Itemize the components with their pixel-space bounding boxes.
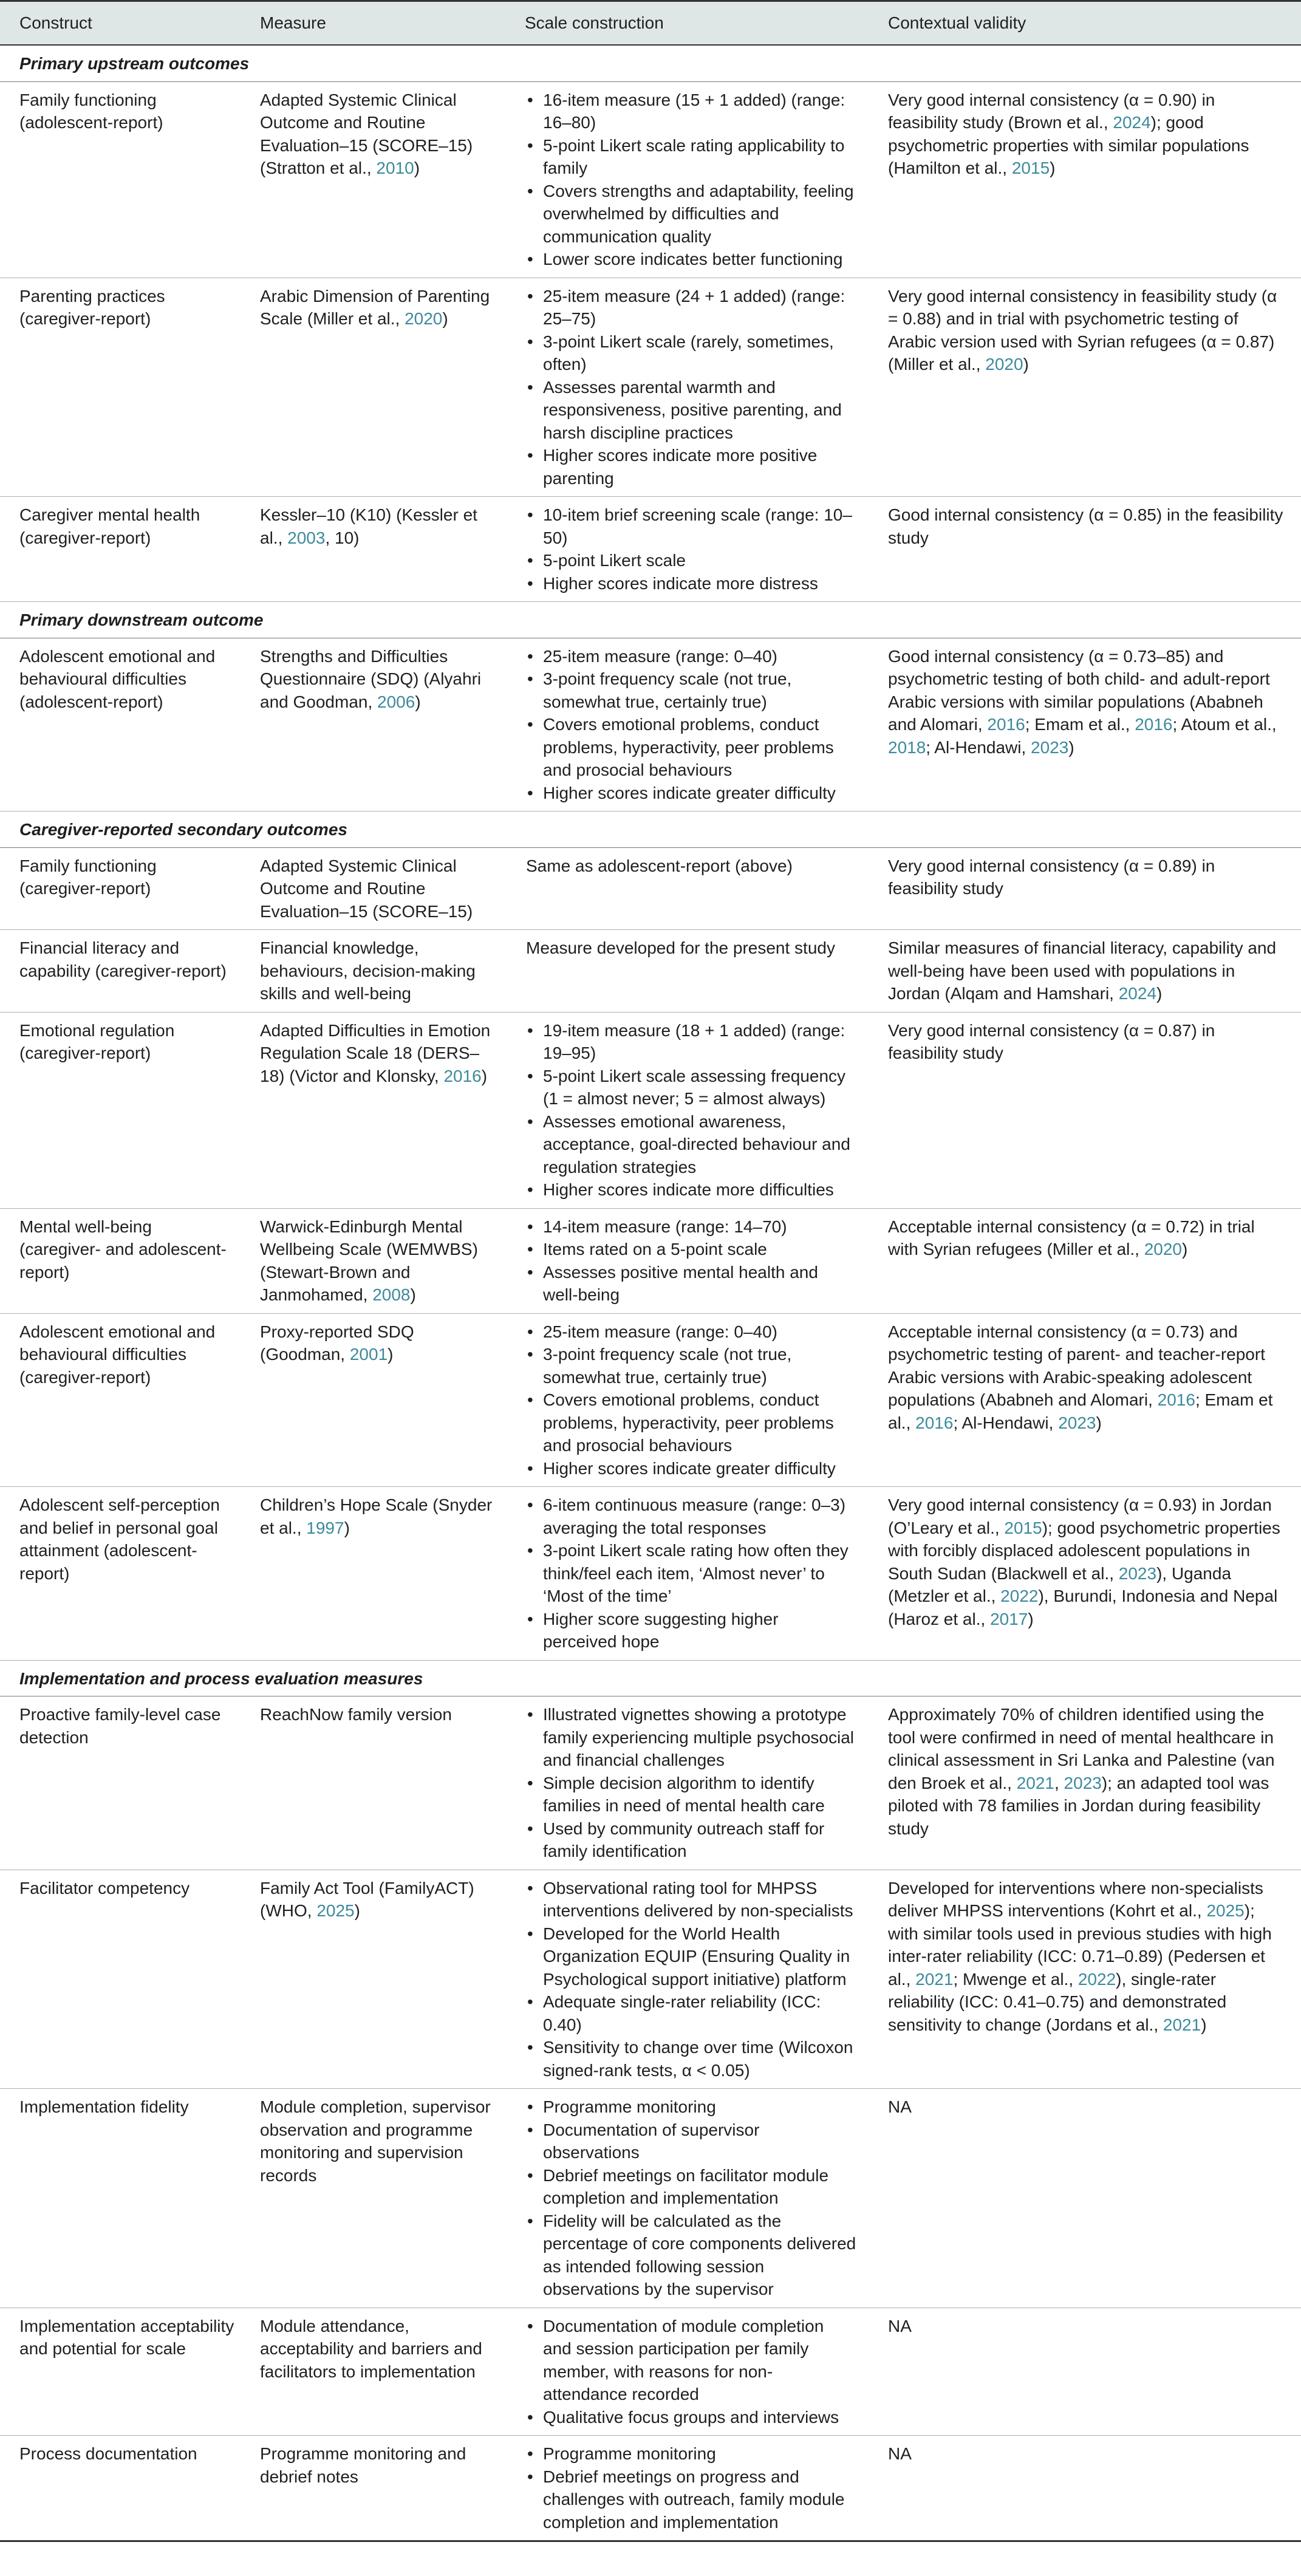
list-item: • 14-item measure (range: 14–70) [543, 1215, 856, 1238]
table-row [0, 1208, 1301, 1313]
list-item: • Assesses parental warmth and responsiveness, positive parenting, and harsh discipline practices [543, 376, 856, 445]
scale-construction-cell [505, 1208, 869, 1313]
measure-text: Kessler–10 (K10) (Kessler et al., [260, 505, 477, 547]
validity-text: ) [1068, 737, 1074, 757]
validity-citation-year: 2023 [1058, 1413, 1096, 1432]
table-row [0, 2436, 1301, 2541]
list-item: • Used by community outreach staff for family identification [543, 1817, 856, 1863]
validity-text: Good internal consistency (α = 0.85) in the feasibility study [888, 505, 1283, 547]
contextual-validity-cell [869, 1012, 1301, 1208]
measure-text: ) [388, 1345, 394, 1364]
list-item: • Documentation of module completion and session participation per family member, with reasons for non-attendance recorded [543, 2315, 856, 2406]
section-row [0, 1660, 1301, 1696]
measure-text: Adapted Difficulties in Emotion Regulation Scale 18 (DERS–18) (Victor and Klonsky, [260, 1020, 491, 1085]
list-item: • Items rated on a 5-point scale [543, 1238, 856, 1261]
table-row [0, 81, 1301, 278]
validity-text: NA [888, 2444, 912, 2463]
contextual-validity-cell [869, 1870, 1301, 2089]
validity-text: ) [1023, 355, 1029, 374]
header-contextual-validity: Contextual validity [869, 1, 1301, 46]
measure-cell [241, 2089, 505, 2308]
list-item: • 5-point Likert scale assessing frequency (1 = almost never; 5 = almost always) [543, 1065, 856, 1110]
measure-text: Family Act Tool (FamilyACT) (WHO, [260, 1878, 474, 1920]
measure-citation-year: 2016 [443, 1066, 482, 1085]
measure-cell [241, 497, 505, 602]
contextual-validity-cell [869, 1487, 1301, 1661]
list-item: • 19-item measure (18 + 1 added) (range: 19–95) [543, 1019, 856, 1065]
list-item: • Higher scores indicate greater difficulty [543, 1457, 856, 1480]
validity-text: NA [888, 2097, 912, 2116]
validity-text: ); with similar tools used in previous studies with high inter-rater reliability (ICC: 0.71–0.89) (Pedersen et al., [888, 1901, 1272, 1989]
list-item: • Covers emotional problems, conduct problems, hyperactivity, peer problems and prosocial behaviours [543, 1389, 856, 1457]
construct-cell: Parenting practices (caregiver-report) [0, 278, 241, 497]
measure-text: Module completion, supervisor observation and programme monitoring and supervision records [260, 2097, 491, 2185]
list-item: • 25-item measure (range: 0–40) [543, 1320, 856, 1344]
scale-list [526, 504, 856, 595]
validity-citation-year: 2020 [1144, 1240, 1183, 1259]
validity-citation-year: 2016 [987, 715, 1025, 734]
contextual-validity-cell [869, 2089, 1301, 2308]
list-item: • Illustrated vignettes showing a prototype family experiencing multiple psychosocial and financial challenges [543, 1703, 856, 1772]
scale-construction-cell [505, 497, 869, 602]
scale-list [526, 1320, 856, 1480]
validity-text: ), single-rater reliability (ICC: 0.41–0.75) and demonstrated sensitivity to change (Jordans et al., [888, 1969, 1227, 2034]
construct-cell: Emotional regulation (caregiver-report) [0, 1012, 241, 1208]
contextual-validity-cell [869, 930, 1301, 1013]
validity-text: ; Emam et al., [888, 1390, 1273, 1432]
scale-construction-cell [505, 2436, 869, 2541]
construct-cell: Family functioning (caregiver-report) [0, 847, 241, 930]
contextual-validity-cell [869, 1313, 1301, 1487]
section-title: Primary downstream outcome [0, 602, 1301, 638]
list-item: • Observational rating tool for MHPSS interventions delivered by non-specialists [543, 1877, 856, 1922]
scale-list [526, 89, 856, 271]
scale-construction-cell [505, 2089, 869, 2308]
scale-construction-cell [505, 1487, 869, 1661]
list-item: • 16-item measure (15 + 1 added) (range: 16–80) [543, 89, 856, 134]
list-item: • 5-point Likert scale rating applicability to family [543, 134, 856, 180]
header-row [0, 1, 1301, 46]
contextual-validity-cell [869, 81, 1301, 278]
validity-citation-year: 2015 [1011, 159, 1050, 177]
scale-list [526, 1019, 856, 1201]
validity-citation-year: 2015 [1004, 1518, 1042, 1537]
list-item: • Higher scores indicate greater difficulty [543, 782, 856, 805]
validity-citation-year: 2021 [915, 1969, 954, 1989]
list-item: • Covers emotional problems, conduct problems, hyperactivity, peer problems and prosocial behaviours [543, 713, 856, 782]
measure-text: ) [354, 1901, 360, 1920]
measure-cell [241, 1487, 505, 1661]
list-item: • Sensitivity to change over time (Wilcoxon signed-rank tests, α < 0.05) [543, 2036, 856, 2082]
validity-text: ; Emam et al., [1025, 715, 1135, 734]
measure-cell [241, 847, 505, 930]
measure-text: Children’s Hope Scale (Snyder et al., [260, 1495, 493, 1537]
header-measure: Measure [241, 1, 505, 46]
validity-text: Very good internal consistency (α = 0.87) in feasibility study [888, 1020, 1215, 1062]
measure-text: Module attendance, acceptability and barriers and facilitators to implementation [260, 2316, 482, 2381]
validity-text: ) [1050, 159, 1056, 177]
scale-list [526, 2096, 856, 2301]
table-row [0, 278, 1301, 497]
construct-cell: Adolescent emotional and behavioural difficulties (adolescent-report) [0, 638, 241, 811]
validity-citation-year: 2022 [1000, 1587, 1039, 1605]
validity-text: ), Uganda (Metzler et al., [888, 1563, 1232, 1605]
construct-cell: Implementation fidelity [0, 2089, 241, 2308]
measure-citation-year: 2008 [372, 1285, 411, 1304]
validity-citation-year: 2024 [1118, 984, 1157, 1003]
validity-text: Acceptable internal consistency (α = 0.73) and psychometric testing of parent- and teacher-report Arabic versions with Arabic-speaking adolescent populations (Ababneh and Alomari, [888, 1322, 1265, 1409]
validity-citation-year: 2021 [1016, 1773, 1054, 1792]
validity-text: Developed for interventions where non-specialists deliver MHPSS interventions (Kohrt et al., [888, 1878, 1263, 1920]
validity-text: NA [888, 2316, 912, 2335]
construct-cell: Financial literacy and capability (caregiver-report) [0, 930, 241, 1013]
measure-text: Arabic Dimension of Parenting Scale (Miller et al., [260, 286, 490, 328]
validity-text: Very good internal consistency (α = 0.90) in feasibility study (Brown et al., [888, 90, 1215, 132]
validity-text: ; Al-Hendawi, [926, 737, 1031, 757]
list-item: • 10-item brief screening scale (range: 10–50) [543, 504, 856, 549]
contextual-validity-cell [869, 278, 1301, 497]
list-item: • Higher scores indicate more difficulties [543, 1178, 856, 1201]
measure-text: ) [442, 309, 448, 328]
validity-text: Acceptable internal consistency (α = 0.72) in trial with Syrian refugees (Miller et al., [888, 1217, 1255, 1259]
list-item: • 25-item measure (24 + 1 added) (range: 25–75) [543, 285, 856, 330]
list-item: • Higher scores indicate more positive parenting [543, 444, 856, 490]
table-row [0, 638, 1301, 811]
table-row [0, 2089, 1301, 2308]
list-item: • 6-item continuous measure (range: 0–3) averaging the total responses [543, 1494, 856, 1539]
validity-text: Good internal consistency (α = 0.73–85) and psychometric testing of both child- and adult-report Arabic versions with similar populations (Ababneh and Alomari, [888, 646, 1270, 734]
construct-cell: Facilitator competency [0, 1870, 241, 2089]
validity-citation-year: 2023 [1064, 1773, 1102, 1792]
list-item: • Assesses emotional awareness, acceptance, goal-directed behaviour and regulation strategies [543, 1110, 856, 1179]
validity-text: Very good internal consistency in feasibility study (α = 0.88) and in trial with psychometric testing of Arabic version used with Syrian refugees (α = 0.87) (Miller et al., [888, 286, 1277, 374]
validity-text: ) [1182, 1240, 1188, 1259]
table-body [0, 45, 1301, 2541]
validity-text: ; Mwenge et al., [953, 1969, 1078, 1989]
list-item: • Higher score suggesting higher perceived hope [543, 1608, 856, 1653]
measure-cell [241, 1870, 505, 2089]
list-item: • Simple decision algorithm to identify families in need of mental health care [543, 1772, 856, 1817]
construct-cell: Family functioning (adolescent-report) [0, 81, 241, 278]
list-item: • 5-point Likert scale [543, 549, 856, 572]
contextual-validity-cell [869, 847, 1301, 930]
list-item: • 3-point Likert scale (rarely, sometimes, often) [543, 330, 856, 376]
list-item: • Developed for the World Health Organization EQUIP (Ensuring Quality in Psychological support initiative) platform [543, 1922, 856, 1991]
list-item: • 3-point frequency scale (not true, somewhat true, certainly true) [543, 668, 856, 713]
validity-citation-year: 2023 [1031, 737, 1069, 757]
section-title: Caregiver-reported secondary outcomes [0, 811, 1301, 848]
measure-text: ) [414, 159, 420, 177]
table-row [0, 1012, 1301, 1208]
validity-text: ); an adapted tool was piloted with 78 families in Jordan during feasibility study [888, 1773, 1269, 1838]
validity-citation-year: 2016 [1135, 715, 1173, 734]
scale-construction-cell: Same as adolescent-report (above) [505, 847, 869, 930]
table-row [0, 1313, 1301, 1487]
list-item: • Fidelity will be calculated as the percentage of core components delivered as intended following session observations by the supervisor [543, 2210, 856, 2301]
table-row [0, 497, 1301, 602]
validity-text: ); good psychometric properties with similar populations (Hamilton et al., [888, 113, 1249, 177]
construct-cell: Adolescent emotional and behavioural difficulties (caregiver-report) [0, 1313, 241, 1487]
scale-list [526, 2442, 856, 2533]
scale-construction-cell [505, 1870, 869, 2089]
contextual-validity-cell [869, 2436, 1301, 2541]
validity-text: ) [1156, 984, 1163, 1003]
measure-text: ) [410, 1285, 416, 1304]
scale-construction-cell [505, 2308, 869, 2436]
validity-text: ) [1201, 2015, 1207, 2034]
measure-cell [241, 1696, 505, 1870]
measure-text: Financial knowledge, behaviours, decision-making skills and well-being [260, 938, 476, 1003]
measure-text: Strengths and Difficulties Questionnaire (SDQ) (Alyahri and Goodman, [260, 646, 482, 711]
list-item: • Qualitative focus groups and interviews [543, 2406, 856, 2429]
construct-cell: Mental well-being (caregiver- and adolescent-report) [0, 1208, 241, 1313]
list-item: • Programme monitoring [543, 2442, 856, 2465]
measure-text: ) [344, 1518, 350, 1537]
list-item: • Programme monitoring [543, 2096, 856, 2119]
measure-citation-year: 2003 [287, 528, 326, 547]
measure-text: Proxy-reported SDQ (Goodman, [260, 1322, 414, 1364]
contextual-validity-cell [869, 497, 1301, 602]
table-row [0, 1487, 1301, 1661]
validity-text: Very good internal consistency (α = 0.89) in feasibility study [888, 856, 1215, 898]
measure-text: , 10) [325, 528, 360, 547]
measure-cell [241, 1313, 505, 1487]
validity-text: , [1054, 1773, 1064, 1792]
measure-text: ReachNow family version [260, 1705, 452, 1724]
validity-text: ), Burundi, Indonesia and Nepal (Haroz et al., [888, 1587, 1278, 1628]
scale-construction-cell [505, 1313, 869, 1487]
list-item: • 3-point frequency scale (not true, somewhat true, certainly true) [543, 1343, 856, 1389]
validity-citation-year: 2023 [1118, 1563, 1157, 1583]
scale-list [526, 645, 856, 805]
scale-list [526, 1877, 856, 2082]
measure-text: Adapted Systemic Clinical Outcome and Routine Evaluation–15 (SCORE–15) [260, 856, 473, 921]
scale-construction-cell: Measure developed for the present study [505, 930, 869, 1013]
section-title: Primary upstream outcomes [0, 45, 1301, 81]
measure-cell [241, 638, 505, 811]
section-row [0, 811, 1301, 848]
table-row [0, 1870, 1301, 2089]
scale-construction-cell [505, 1012, 869, 1208]
table-header [0, 1, 1301, 46]
section-row [0, 602, 1301, 638]
header-scale-construction: Scale construction [505, 1, 869, 46]
construct-cell: Adolescent self-perception and belief in personal goal attainment (adolescent-report) [0, 1487, 241, 1661]
contextual-validity-cell [869, 638, 1301, 811]
validity-citation-year: 2018 [888, 737, 926, 757]
construct-cell: Proactive family-level case detection [0, 1696, 241, 1870]
section-row [0, 45, 1301, 81]
validity-text: ); good psychometric properties with forcibly displaced adolescent populations in South Sudan (Blackwell et al., [888, 1518, 1280, 1583]
measure-cell [241, 1208, 505, 1313]
header-construct: Construct [0, 1, 241, 46]
contextual-validity-cell [869, 2308, 1301, 2436]
validity-citation-year: 2025 [1206, 1901, 1245, 1920]
scale-construction-cell [505, 278, 869, 497]
construct-cell: Caregiver mental health (caregiver-report) [0, 497, 241, 602]
validity-text: ; Al-Hendawi, [953, 1413, 1059, 1432]
measure-citation-year: 1997 [306, 1518, 344, 1537]
list-item: • 25-item measure (range: 0–40) [543, 645, 856, 668]
construct-cell: Process documentation [0, 2436, 241, 2541]
measure-citation-year: 2006 [377, 692, 415, 711]
list-item: • Adequate single-rater reliability (ICC: 0.40) [543, 1990, 856, 2036]
measure-text: Programme monitoring and debrief notes [260, 2444, 466, 2486]
validity-citation-year: 2024 [1113, 113, 1151, 132]
table-row [0, 930, 1301, 1013]
validity-citation-year: 2017 [990, 1609, 1028, 1628]
validity-text: ) [1028, 1609, 1034, 1628]
measure-text: ) [415, 692, 421, 711]
measure-cell [241, 2436, 505, 2541]
scale-construction-cell [505, 81, 869, 278]
measure-text: Adapted Systemic Clinical Outcome and Routine Evaluation–15 (SCORE–15) (Stratton et al., [260, 90, 473, 177]
measure-citation-year: 2001 [349, 1345, 388, 1364]
measure-citation-year: 2020 [405, 309, 443, 328]
section-title: Implementation and process evaluation measures [0, 1660, 1301, 1696]
validity-text: Very good internal consistency (α = 0.93) in Jordan (O’Leary et al., [888, 1495, 1272, 1537]
list-item: • Lower score indicates better functioning [543, 248, 856, 271]
scale-list [526, 1215, 856, 1307]
measure-cell [241, 81, 505, 278]
table-row [0, 1696, 1301, 1870]
table-row [0, 2308, 1301, 2436]
contextual-validity-cell [869, 1208, 1301, 1313]
scale-list [526, 285, 856, 490]
list-item: • Covers strengths and adaptability, feeling overwhelmed by difficulties and communication quality [543, 180, 856, 248]
scale-construction-cell [505, 1696, 869, 1870]
validity-citation-year: 2020 [985, 355, 1023, 374]
validity-text: Similar measures of financial literacy, capability and well-being have been used with populations in Jordan (Alqam and Hamshari, [888, 938, 1277, 1003]
validity-citation-year: 2016 [915, 1413, 954, 1432]
measure-cell [241, 2308, 505, 2436]
validity-citation-year: 2022 [1077, 1969, 1116, 1989]
measure-text: Warwick-Edinburgh Mental Wellbeing Scale (WEMWBS) (Stewart-Brown and Janmohamed, [260, 1217, 478, 1304]
list-item: • 3-point Likert scale rating how often they think/feel each item, ‘Almost never’ to ‘Most of the time’ [543, 1539, 856, 1608]
measure-citation-year: 2010 [376, 159, 414, 177]
contextual-validity-cell [869, 1696, 1301, 1870]
measure-cell [241, 1012, 505, 1208]
validity-citation-year: 2016 [1157, 1390, 1195, 1409]
scale-list [526, 2315, 856, 2429]
measure-cell [241, 930, 505, 1013]
measure-citation-year: 2025 [316, 1901, 355, 1920]
table-row [0, 847, 1301, 930]
validity-text: ; Atoum et al., [1172, 715, 1277, 734]
list-item: • Documentation of supervisor observations [543, 2119, 856, 2164]
list-item: • Debrief meetings on facilitator module completion and implementation [543, 2164, 856, 2210]
validity-text: ) [1096, 1413, 1102, 1432]
list-item: • Debrief meetings on progress and challenges with outreach, family module completion and implementation [543, 2465, 856, 2534]
scale-list [526, 1703, 856, 1863]
scale-construction-cell [505, 638, 869, 811]
measure-cell [241, 278, 505, 497]
validity-citation-year: 2021 [1163, 2015, 1201, 2034]
validity-text: Approximately 70% of children identified using the tool were confirmed in need of mental healthcare in clinical assessment in Sri Lanka and Palestine (van den Broek et al., [888, 1705, 1275, 1792]
construct-cell: Implementation acceptability and potential for scale [0, 2308, 241, 2436]
list-item: • Higher scores indicate more distress [543, 572, 856, 595]
list-item: • Assesses positive mental health and well-being [543, 1261, 856, 1307]
measure-text: ) [481, 1066, 488, 1085]
scale-list [526, 1494, 856, 1653]
